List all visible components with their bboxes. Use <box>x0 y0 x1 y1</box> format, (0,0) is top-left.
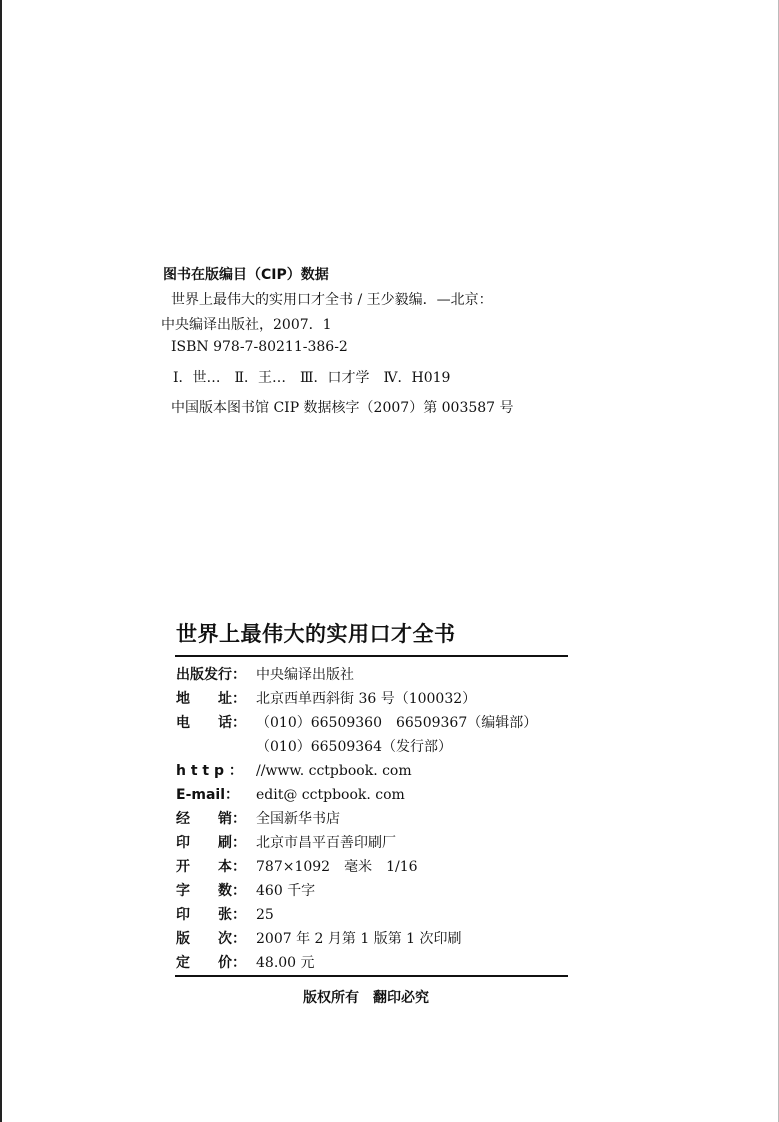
book-title: 世界上最伟大的实用口才全书 <box>176 622 456 646</box>
row-http <box>176 760 412 780</box>
page-left-edge <box>0 0 2 1122</box>
edition-label: 版 次： <box>176 931 246 947</box>
row-distributor <box>176 808 340 828</box>
phone-label: 电 话： <box>176 715 246 731</box>
format-value: 787×1092 毫米 1/16 <box>256 859 418 875</box>
row-phone <box>176 712 537 732</box>
cip-publisher-line: 中央编译出版社，2007．1 <box>161 317 332 333</box>
row-format <box>176 856 418 876</box>
row-phone-sales <box>176 736 452 756</box>
edition-value: 2007 年 2 月第 1 版第 1 次印刷 <box>256 931 462 947</box>
phone-sales-value: （010）66509364（发行部） <box>256 739 452 755</box>
address-label: 地 址： <box>176 691 246 707</box>
bottom-divider <box>175 975 568 977</box>
cip-record-number: 中国版本图书馆 CIP 数据核字（2007）第 003587 号 <box>171 400 514 416</box>
word-count-value: 460 千字 <box>256 883 316 899</box>
row-address <box>176 688 476 708</box>
printer-label: 印 刷： <box>176 835 246 851</box>
distributor-label: 经 销： <box>176 811 246 827</box>
price-label: 定 价： <box>176 955 246 971</box>
cip-heading: 图书在版编目（CIP）数据 <box>163 267 329 283</box>
distributor-value: 全国新华书店 <box>256 811 340 827</box>
row-publisher <box>176 664 354 684</box>
word-count-label: 字 数： <box>176 883 246 899</box>
row-price <box>176 952 315 972</box>
cip-title-line: 世界上最伟大的实用口才全书 / 王少毅编．—北京： <box>171 292 493 308</box>
sheets-value: 25 <box>256 907 274 923</box>
sheets-label: 印 张： <box>176 907 246 923</box>
address-value: 北京西单西斜街 36 号（100032） <box>256 691 477 707</box>
format-label: 开 本： <box>176 859 246 875</box>
printer-value: 北京市昌平百善印刷厂 <box>256 835 396 851</box>
price-value: 48.00 元 <box>256 955 315 971</box>
publisher-value: 中央编译出版社 <box>256 667 354 683</box>
cip-classification: Ⅰ．世… Ⅱ．王… Ⅲ．口才学 Ⅳ．H019 <box>173 370 451 386</box>
row-printer <box>176 832 396 852</box>
http-label: h t t p ： <box>176 763 243 779</box>
phone-value: （010）66509360 66509367（编辑部） <box>256 715 538 731</box>
row-email <box>176 784 405 804</box>
http-value: //www. cctpbook. com <box>256 763 412 779</box>
email-label: E-mail： <box>176 787 240 803</box>
cip-isbn: ISBN 978-7-80211-386-2 <box>171 339 348 355</box>
publisher-label: 出版发行： <box>176 667 246 683</box>
email-value: edit@ cctpbook. com <box>256 787 405 803</box>
row-word-count <box>176 880 315 900</box>
row-edition <box>176 928 462 948</box>
copyright-notice: 版权所有 翻印必究 <box>303 990 429 1006</box>
title-divider <box>175 655 568 657</box>
row-sheets <box>176 904 274 924</box>
